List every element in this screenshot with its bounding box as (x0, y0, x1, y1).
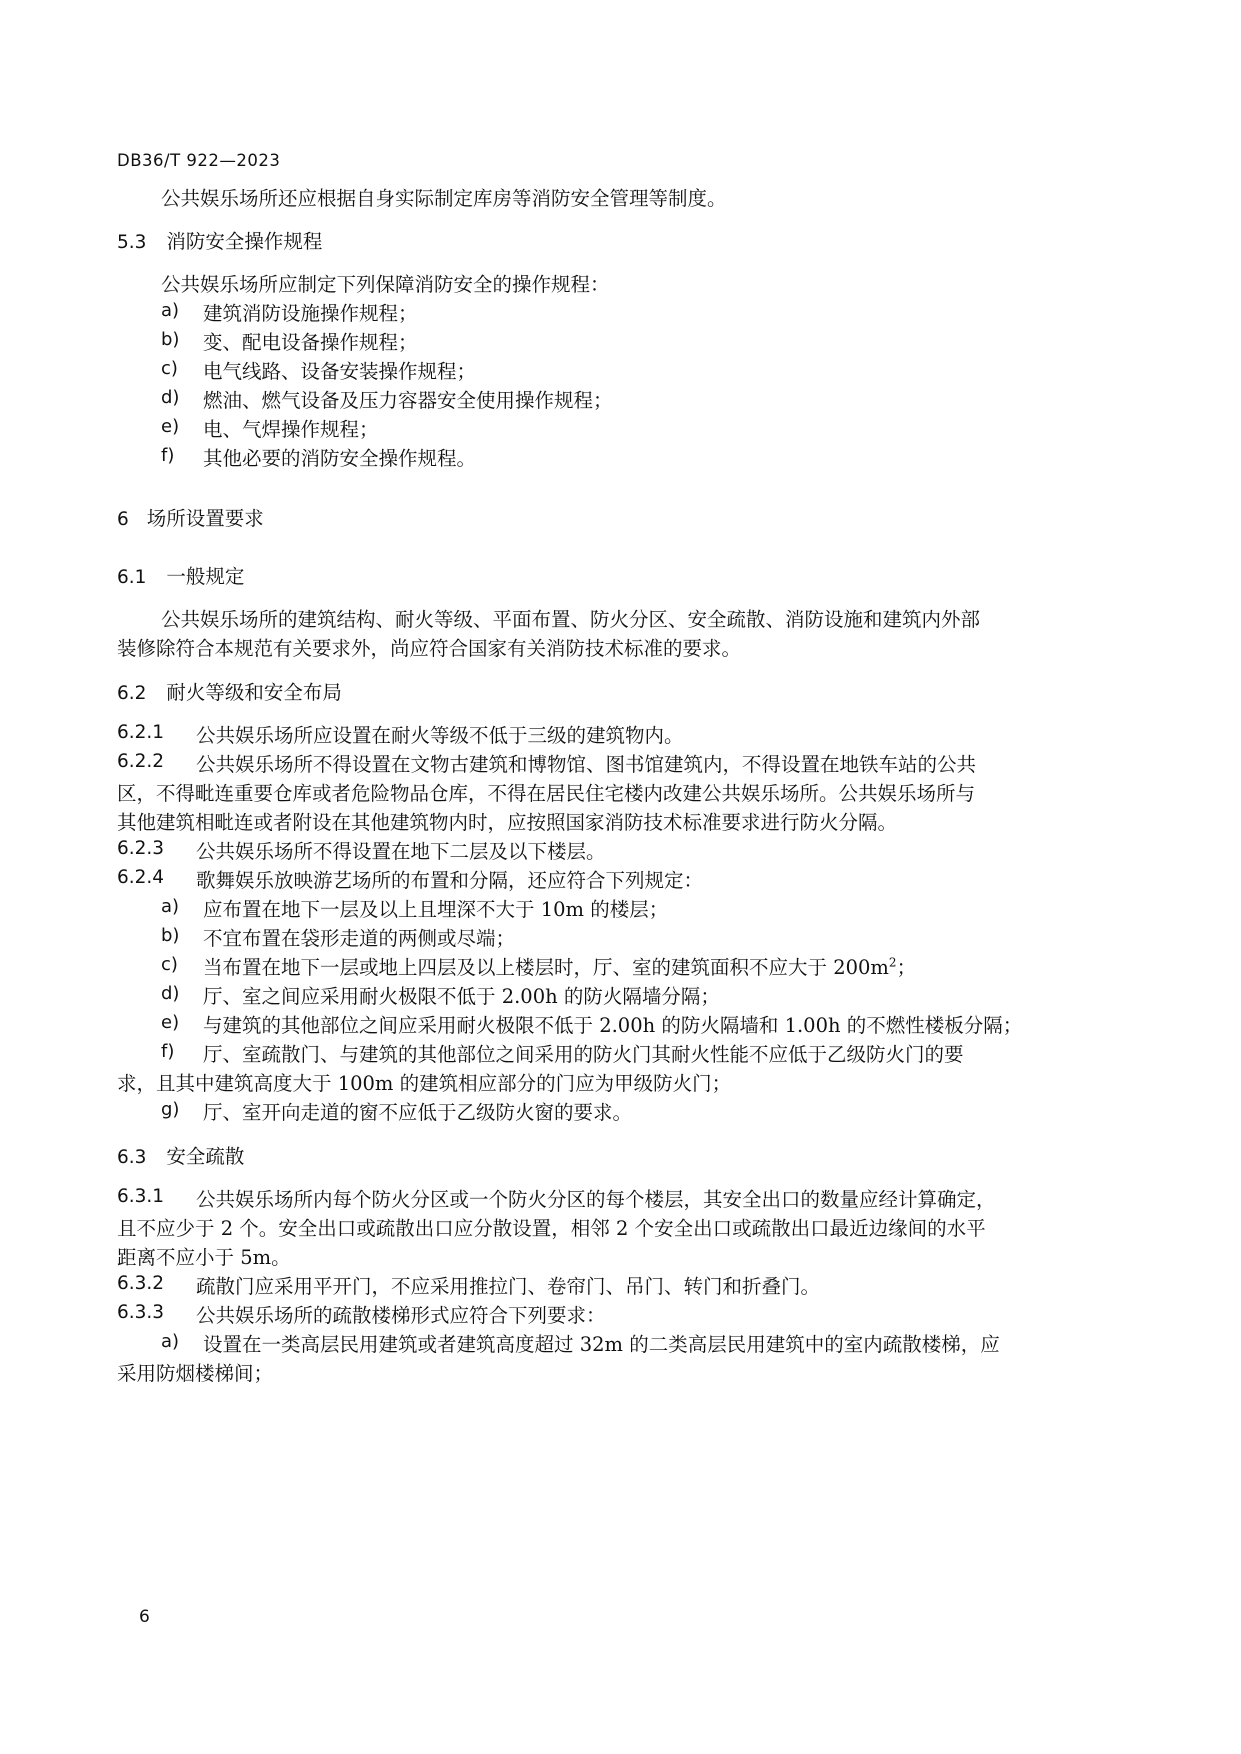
clause-number: 6.3.3 (117, 1302, 165, 1323)
list-item-label: f) (161, 1041, 175, 1062)
section-5-3-intro: 公共娱乐场所应制定下列保障消防安全的操作规程： (161, 273, 610, 296)
intro-paragraph: 公共娱乐场所还应根据自身实际制定库房等消防安全管理等制度。 (161, 187, 727, 210)
list-item-text: 燃油、燃气设备及压力容器安全使用操作规程； (203, 389, 613, 412)
list-item-continuation: 求，且其中建筑高度大于 100m 的建筑相应部分的门应为甲级防火门； (117, 1072, 732, 1095)
section-6-1-heading (117, 561, 244, 589)
list-item-continuation: 采用防烟楼梯间； (117, 1362, 274, 1385)
clause-text: 疏散门应采用平开门，不应采用推拉门、卷帘门、吊门、转门和折叠门。 (196, 1275, 821, 1298)
clause-text: 公共娱乐场所不得设置在文物古建筑和博物馆、图书馆建筑内，不得设置在地铁车站的公共 (196, 753, 977, 776)
list-item-label: c) (161, 358, 178, 379)
section-6-2-heading (117, 677, 342, 705)
section-number: 5.3 (117, 232, 147, 253)
clause-text: 公共娱乐场所的疏散楼梯形式应符合下列要求： (196, 1304, 606, 1327)
clause-text: 公共娱乐场所不得设置在地下二层及以下楼层。 (196, 840, 606, 863)
page-number: 6 (139, 1607, 150, 1627)
clause-text: 歌舞娱乐放映游艺场所的布置和分隔，还应符合下列规定： (196, 869, 704, 892)
list-item-label: d) (161, 387, 180, 408)
section-number: 6.1 (117, 567, 147, 588)
list-item-label: a) (161, 300, 180, 321)
clause-text: 公共娱乐场所内每个防火分区或一个防火分区的每个楼层，其安全出口的数量应经计算确定， (196, 1188, 996, 1211)
clause-number: 6.2.3 (117, 838, 165, 859)
chapter-number: 6 (117, 509, 129, 530)
list-item-text: 应布置在地下一层及以上且埋深不大于 10m 的楼层； (203, 898, 669, 921)
section-title: 耐火等级和安全布局 (166, 681, 342, 704)
clause-number: 6.2.4 (117, 867, 165, 888)
paragraph-line: 装修除符合本规范有关要求外，尚应符合国家有关消防技术标准的要求。 (117, 637, 742, 660)
clause-number: 6.3.1 (117, 1186, 165, 1207)
list-item-text: 厅、室疏散门、与建筑的其他部位之间采用的防火门其耐火性能不应低于乙级防火门的要 (203, 1043, 964, 1066)
list-item-label: e) (161, 416, 180, 437)
list-item-label: b) (161, 925, 180, 946)
list-item-text: 电气线路、设备安装操作规程； (203, 360, 477, 383)
clause-number: 6.2.1 (117, 722, 165, 743)
section-title: 消防安全操作规程 (166, 230, 323, 253)
section-title: 一般规定 (166, 565, 245, 588)
clause-number: 6.2.2 (117, 751, 165, 772)
list-item-label: d) (161, 983, 180, 1004)
list-item-text: 与建筑的其他部位之间应采用耐火极限不低于 2.00h 的防火隔墙和 1.00h 的不燃性楼板分隔； (203, 1014, 1023, 1037)
list-item-label: e) (161, 1012, 180, 1033)
list-item-text: 厅、室之间应采用耐火极限不低于 2.00h 的防火隔墙分隔； (203, 985, 720, 1008)
section-number: 6.3 (117, 1147, 147, 1168)
list-item-text: 厅、室开向走道的窗不应低于乙级防火窗的要求。 (203, 1101, 633, 1124)
list-item-label: a) (161, 1331, 180, 1352)
clause-text: 且不应少于 2 个。安全出口或疏散出口应分散设置，相邻 2 个安全出口或疏散出口最近边缘间的水平 (117, 1217, 986, 1240)
section-title: 安全疏散 (166, 1145, 245, 1168)
document-header-id: DB36/T 922—2023 (117, 151, 281, 170)
section-5-3-heading (117, 226, 322, 254)
list-item-text: 电、气焊操作规程； (203, 418, 379, 441)
clause-text: 距离不应小于 5m。 (117, 1246, 291, 1269)
section-number: 6.2 (117, 683, 147, 704)
list-item-text: 当布置在地下一层或地上四层及以上楼层时，厅、室的建筑面积不应大于 $200m^2$； (203, 955, 917, 979)
clause-text: 公共娱乐场所应设置在耐火等级不低于三级的建筑物内。 (196, 724, 684, 747)
list-item-text: 不宜布置在袋形走道的两侧或尽端； (203, 927, 516, 950)
section-6-3-heading (117, 1141, 244, 1169)
list-item-text: 变、配电设备操作规程； (203, 331, 418, 354)
clause-text: 其他建筑相毗连或者附设在其他建筑物内时，应按照国家消防技术标准要求进行防火分隔。 (117, 811, 898, 834)
superscript: 2 (888, 955, 897, 970)
clause-number: 6.3.2 (117, 1273, 165, 1294)
list-item-text: 建筑消防设施操作规程； (203, 302, 418, 325)
list-item-text: 设置在一类高层民用建筑或者建筑高度超过 32m 的二类高层民用建筑中的室内疏散楼梯，应 (203, 1333, 1000, 1356)
list-item-label: c) (161, 954, 178, 975)
list-item-label: g) (161, 1099, 180, 1120)
paragraph-line: 公共娱乐场所的建筑结构、耐火等级、平面布置、防火分区、安全疏散、消防设施和建筑内外部 (161, 608, 981, 631)
list-item-label: a) (161, 896, 180, 917)
clause-text: 区，不得毗连重要仓库或者危险物品仓库，不得在居民住宅楼内改建公共娱乐场所。公共娱乐场所与 (117, 782, 976, 805)
chapter-title: 场所设置要求 (146, 507, 264, 530)
list-item-text: 其他必要的消防安全操作规程。 (203, 447, 477, 470)
chapter-6-heading (117, 503, 264, 531)
list-item-label: b) (161, 329, 180, 350)
list-item-label: f) (161, 445, 175, 466)
